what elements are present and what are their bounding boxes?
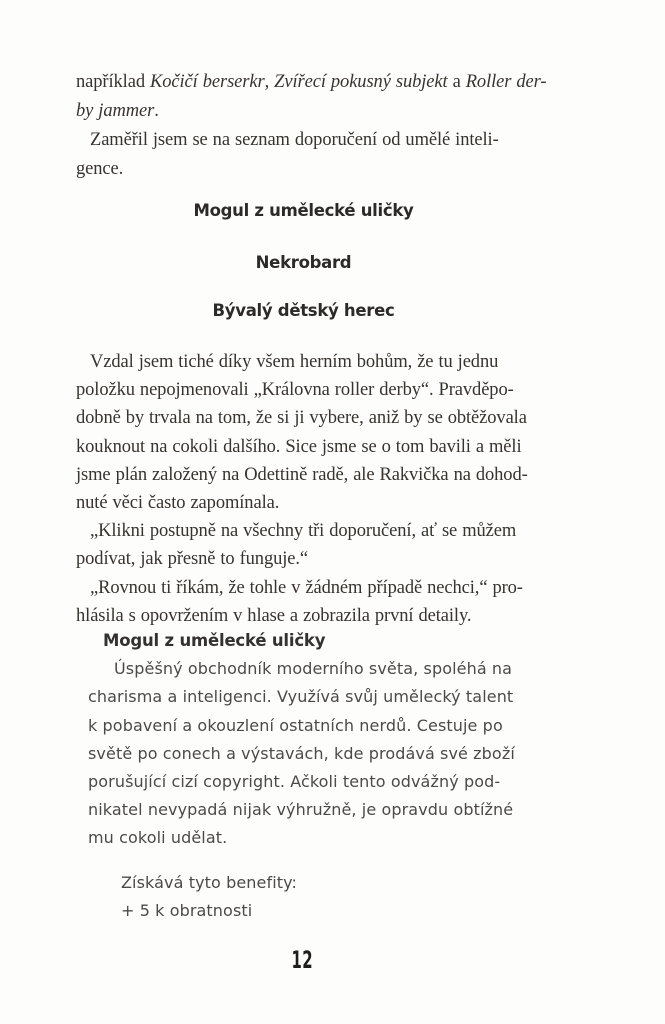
text-line: charisma a inteligenci. Využívá svůj umělecký talent <box>88 687 514 707</box>
page-number: 12 <box>291 946 314 974</box>
text-line: nikatel nevypadá nijak výhružně, je opravdu obtížné <box>88 800 514 820</box>
text-line: hlásila s opovržením v hlase a zobrazila první detaily. <box>76 605 472 626</box>
recommendation-heading-herec: Bývalý dětský herec <box>212 301 395 320</box>
text-line: nuté věci často zapomínala. <box>76 493 280 514</box>
text-line <box>76 97 596 126</box>
text-line: Zaměřil jsem se na seznam doporučení od umělé inteli- <box>90 130 499 150</box>
class-benefits <box>121 869 548 925</box>
text-segment: a <box>447 72 466 92</box>
class-description <box>88 655 548 852</box>
text-segment: . <box>154 101 159 121</box>
italic-text-segment: Kočičí berserkr <box>150 72 265 92</box>
text-line: kouknout na cokoli dalšího. Sice jsme se o tom bavili a měli <box>76 436 522 457</box>
benefits-label: Získává tyto benefity: <box>121 872 298 892</box>
paragraph-dialogue-1 <box>76 517 596 573</box>
text-line: dobně by trvala na tom, že si ji vybere, aniž by se obtěžovala <box>76 408 527 429</box>
text-line: Úspěšný obchodník moderního světa, spoléhá na <box>114 659 513 679</box>
text-line: podívat, jak přesně to funguje.“ <box>76 549 309 570</box>
italic-text-segment: Zvířecí pokusný subjekt <box>274 72 448 92</box>
text-line: „Klikni postupně na všechny tři doporučení, ať se můžem <box>90 521 517 542</box>
class-detail-heading: Mogul z umělecké uličky <box>103 631 326 650</box>
text-line: k pobavení a okouzlení ostatních nerdů. Cestuje po <box>88 715 503 735</box>
text-line: světě po conech a výstavách, kde prodává své zboží <box>88 743 515 763</box>
text-line: „Rovnou ti říkám, že tohle v žádném případě nechci,“ pro- <box>90 577 523 598</box>
text-line: jsme plán založený na Odettině radě, ale Rakvička na dohod- <box>76 464 528 485</box>
page-footer <box>0 946 605 974</box>
benefits-list <box>121 897 548 925</box>
text-segment: , <box>264 72 275 92</box>
paragraph-narrative <box>76 348 596 517</box>
text-line: gence. <box>76 159 124 179</box>
recommendation-heading-mogul: Mogul z umělecké uličky <box>193 201 414 220</box>
paragraph-dialogue-2 <box>76 574 596 630</box>
recommendation-heading-nekrobard: Nekrobard <box>255 253 352 272</box>
italic-text-segment: by jammer <box>76 101 155 121</box>
narrative-text-block <box>76 348 596 630</box>
class-detail-section <box>88 627 548 925</box>
paragraph-ai-list-intro <box>76 126 596 184</box>
paragraph-continuation <box>76 68 596 126</box>
text-segment: například <box>76 72 150 92</box>
text-line: + 5 k obratnosti <box>121 900 253 920</box>
text-line <box>76 68 596 97</box>
text-line: Vzdal jsem tiché díky všem herním bohům, že tu jednu <box>90 352 499 372</box>
text-line: porušující cizí copyright. Ačkoli tento odvážný pod- <box>88 772 501 792</box>
text-line: mu cokoli udělat. <box>88 828 228 848</box>
text-line: položku nepojmenovali „Královna roller derby“. Pravděpo- <box>76 380 514 401</box>
italic-text-segment: Roller der- <box>465 72 547 92</box>
intro-text-block <box>76 68 596 184</box>
